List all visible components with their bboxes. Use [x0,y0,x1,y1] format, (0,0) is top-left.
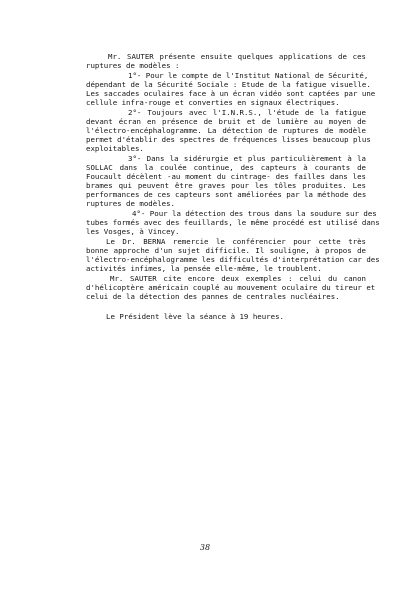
item4-line-3: les Vosges, à Vincey. [86,227,180,236]
item1-line-1: 1°- Pour le compte de l'Institut National de Sécurité, [128,71,369,80]
sauter2-line-3: celui de la détection des pannes de centrales nucléaires. [86,292,340,301]
item3-line-5: performances de ces capteurs sont améliorées par la méthode des [86,190,367,199]
item1-line-2: dépendant de la Sécurité Sociale : Etude de la fatigue visuelle. [86,80,371,89]
item1-line-3: Les saccades oculaires face à un écran vidéo sont captées par une [86,89,376,98]
item3-line-3: Foucault décèlent -au moment du cintrage- des failles dans les [86,172,366,181]
item4-line-2: tubes formés avec des feuillards, le même procédé est utilisé dans [86,218,380,227]
item1-line-4: cellule infra-rouge et converties en signaux électriques. [86,98,340,107]
berna-line-2: bonne approche d'un sujet difficile. Il souligne, à propos de [86,246,366,255]
berna-line-1: Le Dr. BERNA remercie le conférencier pour cette très [106,237,366,246]
item3-line-2: SOLLAC dans la coulée continue, des capteurs à courants de [86,163,366,172]
item2-line-2: devant écran en présence de bruit et de lumière au moyen de [86,117,366,126]
item3-line-6: ruptures de modèles. [86,199,175,208]
item2-line-1: 2°- Toujours avec l'I.N.R.S., l'étude de la fatigue [128,108,366,117]
sauter2-line-1: Mr. SAUTER cite encore deux exemples : celui du canon [110,274,366,283]
sauter2-line-2: d'hélicoptère américain couplé au mouvement oculaire du tireur et [86,283,376,292]
item2-line-5: exploitables. [86,144,144,153]
item4-line-1: 4°- Pour la détection des trous dans la soudure sur des [132,209,377,218]
berna-line-3: l'électro-encéphalogramme les difficultés d'interprétation car des [86,255,380,264]
item3-line-1: 3°- Dans la sidérurgie et plus particulièrement à la [128,154,366,163]
berna-line-4: activités infimes, la pensée elle-même, le troublent. [86,264,322,273]
item3-line-4: brames qui peuvent être graves pour les tôles produites. Les [86,181,366,190]
intro-line-2: ruptures de modèles : [86,61,180,70]
closing-line: Le Président lève la séance à 19 heures. [106,312,284,321]
page-number: 38 [199,543,211,552]
intro-line-1: Mr. SAUTER présente ensuite quelques applications de ces [108,52,366,61]
item2-line-4: permet d'établir des spectres de fréquences lisses beaucoup plus [86,135,371,144]
item2-line-3: l'électro-encéphalogramme. La détection de ruptures de modèle [86,126,366,135]
